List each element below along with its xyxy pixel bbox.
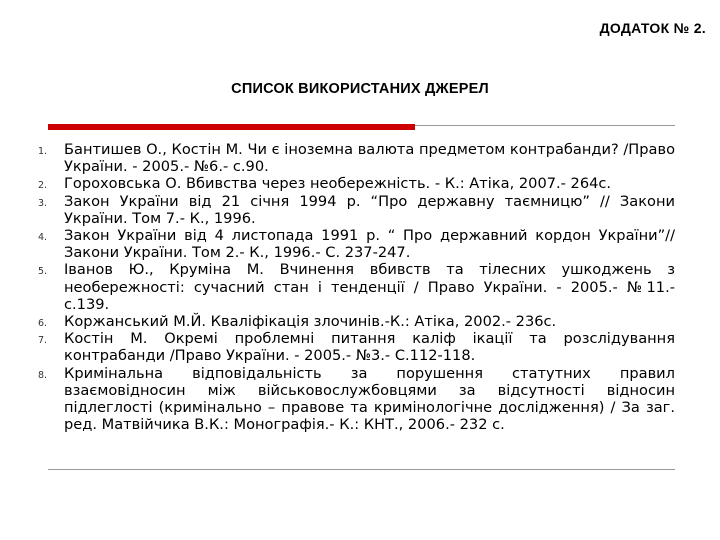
reference-item xyxy=(28,193,675,227)
reference-text: Костін М. Окремі проблемні питання каліф ікації та розслідування контрабанди /Право України. - 2005.- №3.- С.112-118. xyxy=(64,330,675,365)
reference-text: Гороховська О. Вбивства через необережність. - К.: Атіка, 2007.- 264с. xyxy=(64,175,612,193)
reference-text: Бантишев О., Костін М. Чи є іноземна валюта предметом контрабанди? /Право України. - 2005.- №6.- с.90. xyxy=(64,141,675,176)
reference-number: 3. xyxy=(38,197,48,209)
reference-number: 5. xyxy=(38,266,48,278)
reference-number: 8. xyxy=(38,369,48,381)
reference-item xyxy=(28,330,675,364)
reference-number: 1. xyxy=(38,146,48,157)
bottom-divider xyxy=(48,469,675,470)
reference-number: 4. xyxy=(38,232,48,244)
top-divider xyxy=(48,124,675,127)
reference-number: 2. xyxy=(38,180,48,192)
reference-item xyxy=(28,227,675,261)
reference-item xyxy=(28,313,675,330)
reference-number: 6. xyxy=(38,318,48,330)
reference-text: Кримінальна відповідальність за порушення статутних правил взаємовідносин між військовослужбовцями за відсутності відносин підлеглості (кримінально – правове та кримінологічне дослідження) / За заг. ред. Матвійчика В.К.: Монографія.- К.: КНТ., 2006.- 232 с. xyxy=(64,364,675,434)
reference-list xyxy=(28,141,675,433)
reference-text: Закон України від 4 листопада 1991 р. “ Про державний кордон України”// Закони України. Том 2.- К., 1996.- С. 237-247. xyxy=(64,227,675,262)
reference-item xyxy=(28,261,675,313)
reference-text: Іванов Ю., Круміна М. Вчинення вбивств та тілесних ушкоджень з необережності: сучасний стан і тенденції / Право України. - 2005.- №11.- с.139. xyxy=(64,261,675,313)
reference-text: Коржанський М.Й. Кваліфікація злочинів.-К.: Атіка, 2002.- 236с. xyxy=(64,313,557,331)
page-title: СПИСОК ВИКОРИСТАНИХ ДЖЕРЕЛ xyxy=(231,81,489,97)
reference-item xyxy=(28,141,675,175)
reference-number: 7. xyxy=(38,335,48,347)
reference-text: Закон України від 21 січня 1994 р. “Про державну таємницю” // Закони України. Том 7.- К., 1996. xyxy=(64,192,675,227)
reference-item xyxy=(28,365,675,434)
red-accent-bar xyxy=(48,124,415,130)
annex-label: ДОДАТОК № 2. xyxy=(599,20,706,36)
reference-item xyxy=(28,175,675,192)
